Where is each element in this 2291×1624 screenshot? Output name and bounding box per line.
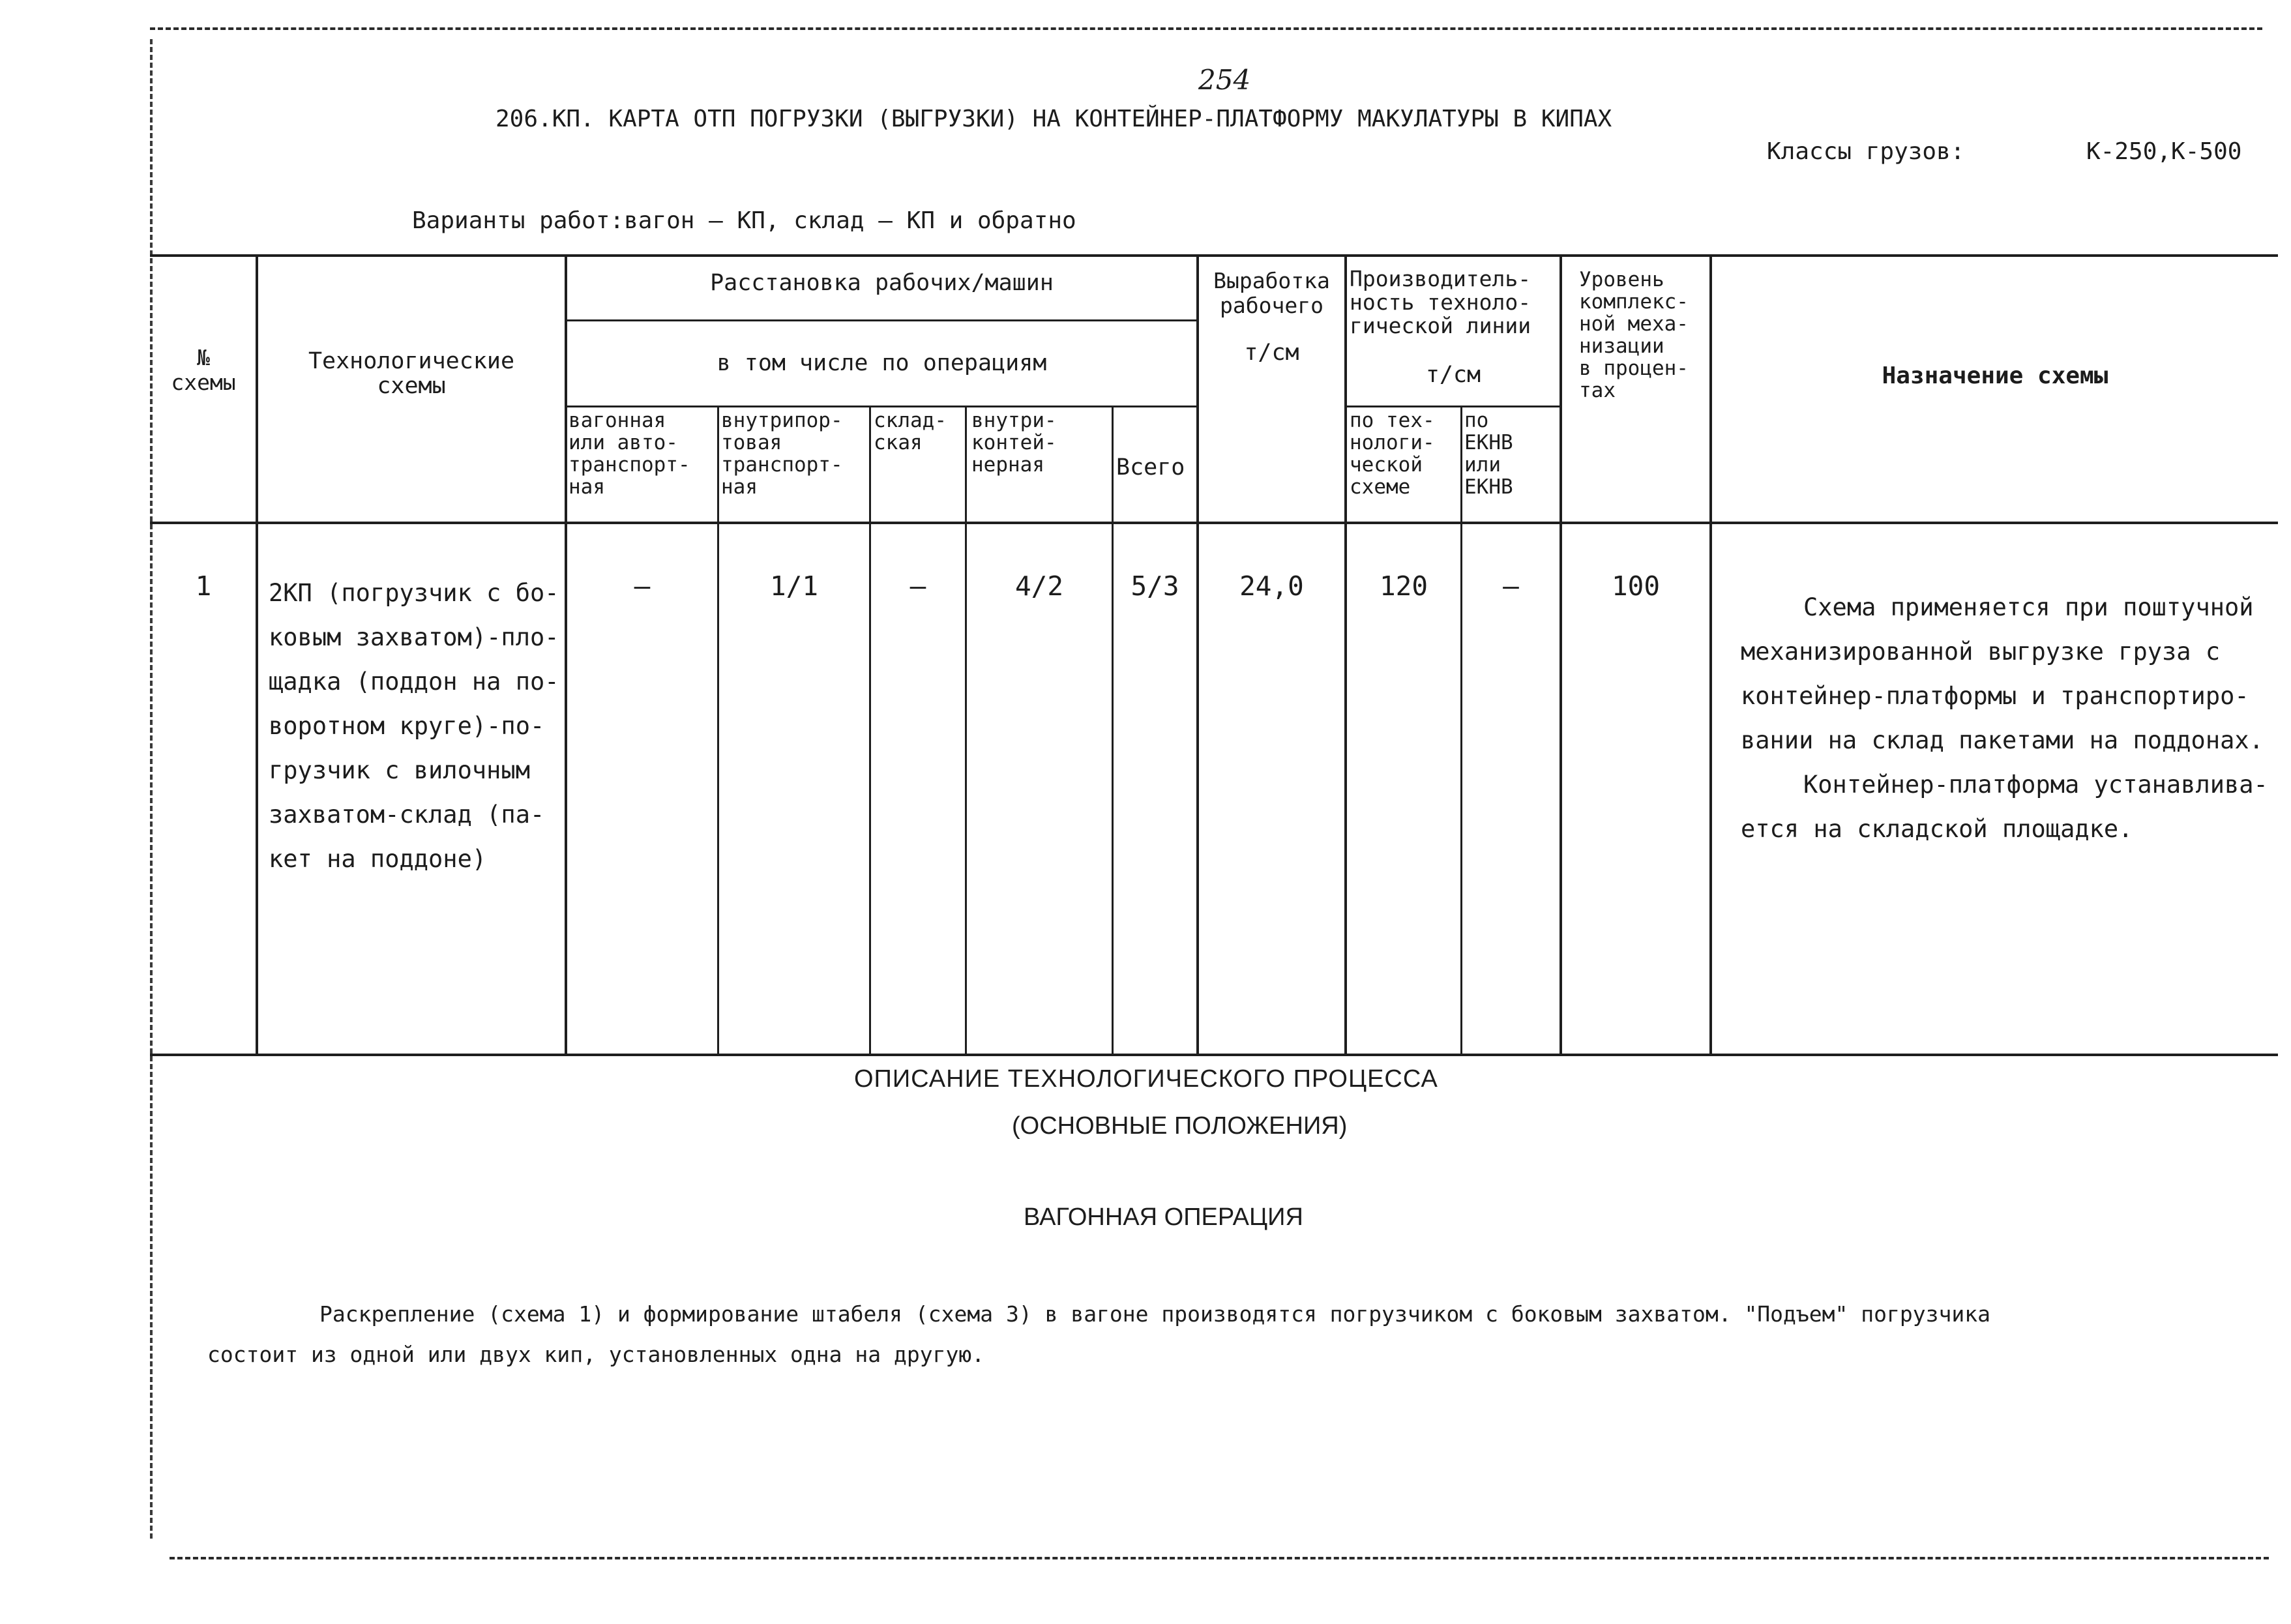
header-by-operations: в том числе по операциям (717, 350, 1047, 376)
header-placement: Расстановка рабочих/машин (710, 270, 1054, 296)
page-title: 206.КП. КАРТА ОТП ПОГРУЗКИ (ВЫГРУЗКИ) НА КОНТЕЙНЕР-ПЛАТФОРМУ МАКУЛАТУРЫ В КИПАХ (495, 106, 1612, 132)
col-divider-6 (1112, 406, 1114, 1055)
header-mech-level: Уровень комплекс- ной меха- низации в процен- тах (1579, 268, 1689, 402)
header-output-unit: т/см (1244, 340, 1299, 366)
row-wagon: – (634, 570, 651, 602)
row-total: 5/3 (1131, 570, 1179, 602)
description-title: ОПИСАНИЕ ТЕХНОЛОГИЧЕСКОГО ПРОЦЕССА (854, 1065, 1438, 1093)
header-intra-transport: внутрипор- товая транспорт- ная (721, 409, 843, 499)
left-border (150, 39, 153, 1539)
description-paragraph-line-1: Раскрепление (схема 1) и формирование штабеля (схема 3) в вагоне производятся погрузчиком с боковым захватом. "Подъем" погрузчика (319, 1301, 1990, 1327)
header-wagon: вагонная или авто- транспорт- ная (569, 409, 690, 499)
placement-divider (565, 319, 1198, 321)
row-warehouse: – (909, 570, 926, 602)
header-by-scheme: по тех- нологи- ческой схеме (1350, 409, 1435, 499)
row-output: 24,0 (1239, 570, 1304, 602)
row-scheme-no: 1 (195, 570, 212, 602)
description-paragraph-line-2: состоит из одной или двух кип, установленных одна на другую. (207, 1342, 985, 1367)
page-number: 254 (1198, 64, 1251, 96)
top-border (150, 27, 2262, 30)
header-scheme-no: № схемы (171, 345, 236, 395)
header-purpose: Назначение схемы (1882, 362, 2108, 389)
row-by-ekhv: – (1503, 570, 1519, 602)
col-divider-5 (965, 406, 967, 1055)
col-divider-4 (869, 406, 871, 1055)
header-bottom-line (150, 522, 2278, 524)
work-variants: Варианты работ:вагон – КП, склад – КП и обратно (412, 207, 1076, 234)
table-bottom-line (150, 1054, 2278, 1056)
header-productivity-unit: т/см (1425, 362, 1481, 388)
col-divider-10 (1559, 254, 1562, 1055)
header-productivity: Производитель- ность техноло- гической линии (1350, 266, 1531, 338)
table-top-line (150, 254, 2278, 257)
row-by-scheme: 120 (1379, 570, 1428, 602)
header-by-ekhv: по ЕКНВ или ЕКНВ (1464, 409, 1513, 499)
header-total: Всего (1116, 454, 1185, 480)
row-purpose: Схема применяется при поштучной механизированной выгрузке груза с контейнер-платформы и транспортиро- вании на склад пакетами на поддонах. Контейнер-платформа устанавлива- ется на складской площадке. (1741, 593, 2268, 843)
header-warehouse: склад- ская (874, 409, 947, 454)
row-intra-transport: 1/1 (769, 570, 819, 602)
col-divider-9 (1460, 406, 1462, 1055)
col-divider-7 (1196, 254, 1199, 1055)
operations-divider (565, 406, 1198, 407)
productivity-divider (1346, 406, 1561, 407)
header-tech-schemes: Технологические схемы (308, 348, 515, 399)
bottom-border (170, 1557, 2269, 1559)
cargo-class-value: К-250,К-500 (2086, 138, 2242, 165)
header-output: Выработка рабочего (1213, 268, 1330, 318)
row-intra-container: 4/2 (1014, 570, 1064, 602)
cargo-class-label: Классы грузов: (1767, 138, 1965, 165)
description-subtitle: (ОСНОВНЫЕ ПОЛОЖЕНИЯ) (1012, 1112, 1348, 1140)
col-divider-3 (717, 406, 719, 1055)
header-intra-container: внутри- контей- нерная (971, 409, 1057, 477)
row-scheme-text: 2КП (погрузчик с бо- ковым захватом)-пло- щадка (поддон на по- воротном круге)-по- грузчик с вилочным захватом-склад (па- кет на поддоне) (269, 579, 559, 873)
row-mech-level: 100 (1611, 570, 1661, 602)
section-title: ВАГОННАЯ ОПЕРАЦИЯ (1024, 1203, 1303, 1231)
